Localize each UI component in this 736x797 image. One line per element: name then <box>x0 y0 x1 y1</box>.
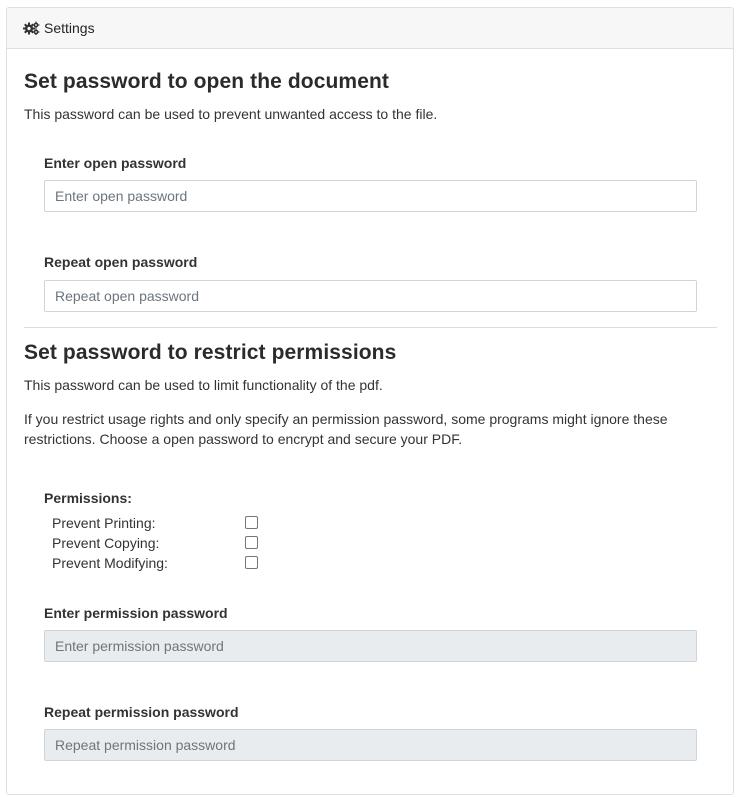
prevent-modifying-checkbox[interactable] <box>245 556 258 569</box>
permission-section-title: Set password to restrict permissions <box>24 341 397 364</box>
prevent-copying-checkbox[interactable] <box>245 536 258 549</box>
permissions-label: Permissions: <box>44 490 132 506</box>
card-header <box>7 8 733 49</box>
open-section-title: Set password to open the document <box>24 70 389 93</box>
open-password-label: Enter open password <box>44 155 187 171</box>
section-divider <box>24 327 717 328</box>
prevent-copying-label: Prevent Copying: <box>52 535 160 551</box>
open-section-description: This password can be used to prevent unwanted access to the file. <box>24 106 438 122</box>
repeat-permission-password-label: Repeat permission password <box>44 704 239 720</box>
repeat-permission-password-input[interactable] <box>44 729 697 761</box>
gears-icon <box>23 21 40 35</box>
card-header-title: Settings <box>44 20 95 36</box>
prevent-modifying-label: Prevent Modifying: <box>52 555 168 571</box>
permission-password-label: Enter permission password <box>44 605 228 621</box>
prevent-printing-label: Prevent Printing: <box>52 515 156 531</box>
permission-password-input[interactable] <box>44 630 697 662</box>
repeat-open-password-input[interactable] <box>44 280 697 312</box>
prevent-printing-checkbox[interactable] <box>245 516 258 529</box>
permission-section-description: This password can be used to limit functionality of the pdf. <box>24 377 383 393</box>
settings-card <box>6 7 734 795</box>
repeat-open-password-label: Repeat open password <box>44 254 198 270</box>
permission-section-note: If you restrict usage rights and only specify an permission password, some programs might ignore these restrictions. Choose a open password to encrypt and secure your PDF. <box>24 411 668 447</box>
open-password-input[interactable] <box>44 180 697 212</box>
